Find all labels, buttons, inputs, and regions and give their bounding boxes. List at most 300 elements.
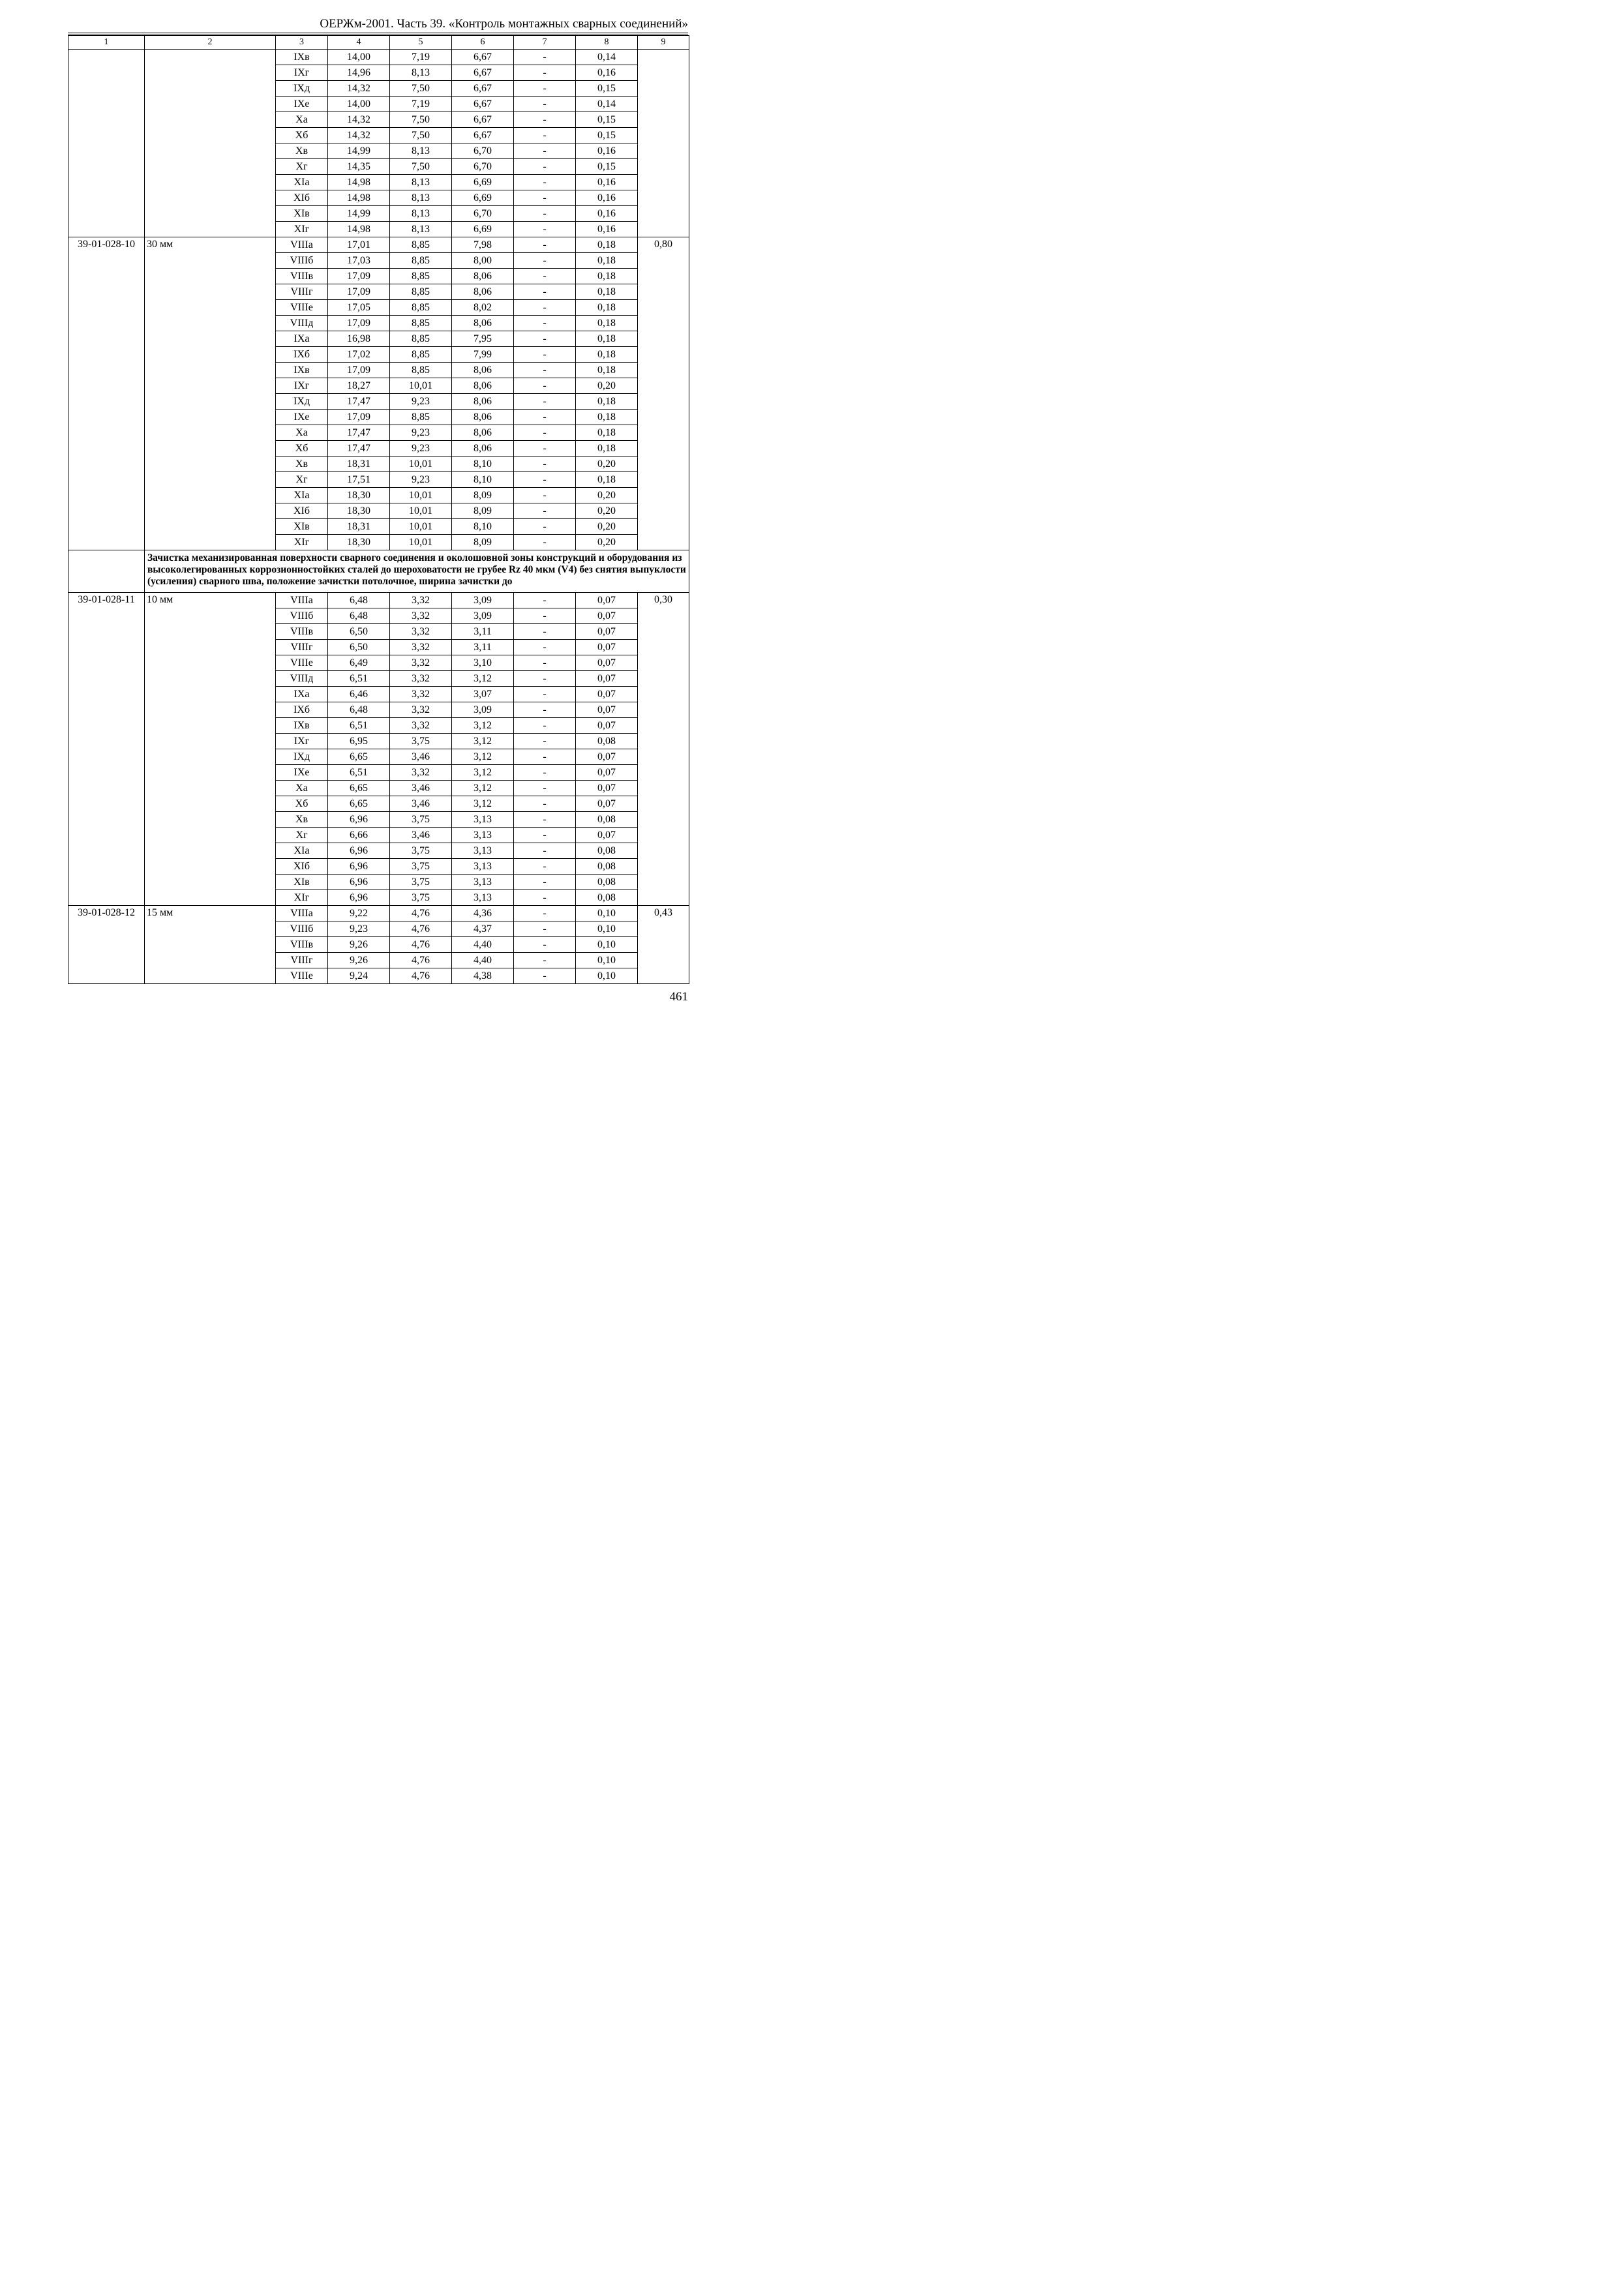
table-cell: 0,07 <box>576 593 638 608</box>
table-cell: 6,51 <box>328 765 390 781</box>
width-value: 30 мм <box>145 237 276 550</box>
table-cell: - <box>514 953 576 968</box>
table-cell: 3,32 <box>390 765 452 781</box>
table-cell: - <box>514 394 576 410</box>
table-cell: Xв <box>276 812 328 828</box>
table-cell: 8,06 <box>452 284 514 300</box>
table-cell: 3,13 <box>452 875 514 890</box>
table-cell: 6,70 <box>452 159 514 175</box>
table-cell: VIIIг <box>276 953 328 968</box>
table-cell: 7,95 <box>452 331 514 347</box>
table-cell: 0,08 <box>576 734 638 749</box>
table-cell: IXд <box>276 749 328 765</box>
table-cell: 3,32 <box>390 608 452 624</box>
table-cell: IXд <box>276 81 328 97</box>
table-cell: 0,10 <box>576 953 638 968</box>
width-value: 10 мм <box>145 593 276 906</box>
table-cell: - <box>514 222 576 237</box>
table-cell: - <box>514 921 576 937</box>
table-cell: 6,65 <box>328 749 390 765</box>
table-cell: 14,99 <box>328 206 390 222</box>
table-cell: 0,10 <box>576 921 638 937</box>
table-cell: 0,07 <box>576 765 638 781</box>
table-cell: 14,98 <box>328 190 390 206</box>
table-cell: VIIIв <box>276 269 328 284</box>
table-cell: 3,32 <box>390 593 452 608</box>
table-cell: VIIIг <box>276 284 328 300</box>
table-cell: - <box>514 734 576 749</box>
table-cell: 17,47 <box>328 394 390 410</box>
table-cell: 0,08 <box>576 812 638 828</box>
table-cell: 3,13 <box>452 812 514 828</box>
col-header-4: 4 <box>328 36 390 50</box>
table-cell: - <box>514 97 576 112</box>
table-cell: - <box>514 875 576 890</box>
table-cell: 17,05 <box>328 300 390 316</box>
table-cell: 17,47 <box>328 441 390 456</box>
table-cell: 6,67 <box>452 128 514 143</box>
table-cell: 0,07 <box>576 640 638 655</box>
table-cell: IXг <box>276 65 328 81</box>
table-cell: 4,76 <box>390 906 452 921</box>
table-cell: 3,75 <box>390 859 452 875</box>
table-cell: 18,30 <box>328 488 390 503</box>
table-cell: XIв <box>276 875 328 890</box>
table-cell: 0,15 <box>576 112 638 128</box>
table-cell: XIа <box>276 175 328 190</box>
table-cell: - <box>514 796 576 812</box>
table-cell: 8,13 <box>390 65 452 81</box>
table-cell: 18,31 <box>328 519 390 535</box>
table-cell: 0,07 <box>576 702 638 718</box>
col-header-7: 7 <box>514 36 576 50</box>
table-cell: - <box>514 190 576 206</box>
table-cell: VIIIа <box>276 237 328 253</box>
table-cell: - <box>514 828 576 843</box>
table-cell: - <box>514 472 576 488</box>
table-cell: 6,96 <box>328 890 390 906</box>
table-cell: 17,09 <box>328 284 390 300</box>
table-cell: 8,85 <box>390 316 452 331</box>
table-cell: 10,01 <box>390 488 452 503</box>
table-cell: - <box>514 206 576 222</box>
table-cell: 3,75 <box>390 734 452 749</box>
table-cell: - <box>514 812 576 828</box>
table-cell: - <box>514 269 576 284</box>
table-cell: 9,23 <box>390 394 452 410</box>
table-cell: 6,49 <box>328 655 390 671</box>
table-cell: VIIIа <box>276 906 328 921</box>
table-cell: 3,13 <box>452 859 514 875</box>
rate-code: 39-01-028-12 <box>68 906 145 984</box>
table-cell: 17,09 <box>328 363 390 378</box>
table-cell: 6,69 <box>452 222 514 237</box>
table-cell: Xа <box>276 781 328 796</box>
table-cell: 0,20 <box>576 535 638 550</box>
table-cell: 0,16 <box>576 143 638 159</box>
table-cell: Xб <box>276 128 328 143</box>
table-cell: 8,85 <box>390 237 452 253</box>
table-cell: 0,18 <box>576 253 638 269</box>
table-cell: 0,18 <box>576 425 638 441</box>
table-cell: XIб <box>276 190 328 206</box>
table-cell: 17,01 <box>328 237 390 253</box>
table-cell: XIб <box>276 859 328 875</box>
table-body <box>68 50 689 984</box>
table-cell: 3,46 <box>390 796 452 812</box>
table-cell: - <box>514 906 576 921</box>
table-cell: 7,19 <box>390 50 452 65</box>
table-cell: 0,18 <box>576 237 638 253</box>
table-cell: 3,46 <box>390 749 452 765</box>
table-cell: 0,08 <box>576 890 638 906</box>
table-cell: IXе <box>276 765 328 781</box>
table-cell: 6,48 <box>328 593 390 608</box>
table-cell: 6,67 <box>452 112 514 128</box>
table-cell: 0,18 <box>576 410 638 425</box>
table-cell: - <box>514 671 576 687</box>
table-cell: Xа <box>276 112 328 128</box>
table-cell: 8,85 <box>390 347 452 363</box>
table-cell: 0,15 <box>576 128 638 143</box>
table-cell: - <box>514 128 576 143</box>
table-cell: XIб <box>276 503 328 519</box>
table-cell: 6,69 <box>452 190 514 206</box>
table-cell: 9,26 <box>328 937 390 953</box>
norm-value: 0,43 <box>638 906 689 984</box>
col-header-6: 6 <box>452 36 514 50</box>
table-cell: - <box>514 655 576 671</box>
table-cell: 8,06 <box>452 378 514 394</box>
table-cell: 18,30 <box>328 535 390 550</box>
table-cell: - <box>514 519 576 535</box>
table-cell: 18,31 <box>328 456 390 472</box>
table-cell: 8,06 <box>452 394 514 410</box>
table-cell: 3,07 <box>452 687 514 702</box>
table-cell: 6,48 <box>328 608 390 624</box>
table-cell: - <box>514 968 576 984</box>
table-cell: 6,67 <box>452 50 514 65</box>
table-cell: 8,85 <box>390 284 452 300</box>
table-cell: 6,70 <box>452 143 514 159</box>
table-cell: 7,50 <box>390 81 452 97</box>
table-cell: Xг <box>276 828 328 843</box>
table-cell: 14,00 <box>328 50 390 65</box>
table-cell: 17,09 <box>328 316 390 331</box>
table-cell: 0,07 <box>576 781 638 796</box>
table-cell: 8,09 <box>452 535 514 550</box>
table-cell: 0,07 <box>576 624 638 640</box>
table-cell: XIа <box>276 843 328 859</box>
table-cell: - <box>514 503 576 519</box>
norm-value <box>638 50 689 237</box>
table-cell: XIв <box>276 519 328 535</box>
table-cell: - <box>514 441 576 456</box>
table-cell: 8,06 <box>452 425 514 441</box>
table-cell: 0,07 <box>576 608 638 624</box>
table-cell: 4,40 <box>452 937 514 953</box>
table-cell: 3,10 <box>452 655 514 671</box>
table-cell: 8,10 <box>452 472 514 488</box>
table-cell: - <box>514 284 576 300</box>
table-cell: IXв <box>276 363 328 378</box>
table-cell: 6,67 <box>452 65 514 81</box>
table-cell: 0,10 <box>576 937 638 953</box>
table-cell: 0,07 <box>576 687 638 702</box>
table-cell: 8,85 <box>390 253 452 269</box>
rate-code: 39-01-028-10 <box>68 237 145 550</box>
table-cell: XIа <box>276 488 328 503</box>
table-cell: 7,98 <box>452 237 514 253</box>
table-cell: - <box>514 331 576 347</box>
table-cell: 0,07 <box>576 718 638 734</box>
table-cell: 8,06 <box>452 316 514 331</box>
table-cell: - <box>514 687 576 702</box>
table-cell: IXа <box>276 331 328 347</box>
table-cell: 4,76 <box>390 953 452 968</box>
table-cell: 0,20 <box>576 488 638 503</box>
table-cell: 3,32 <box>390 655 452 671</box>
table-cell: 8,10 <box>452 456 514 472</box>
table-cell: IXв <box>276 718 328 734</box>
table-cell: VIIIд <box>276 671 328 687</box>
table-cell: 6,65 <box>328 796 390 812</box>
table-row <box>68 593 689 608</box>
table-cell: IXе <box>276 410 328 425</box>
table-cell: 3,32 <box>390 687 452 702</box>
table-cell: 4,76 <box>390 921 452 937</box>
table-cell: VIIIв <box>276 937 328 953</box>
table-cell: - <box>514 159 576 175</box>
table-cell: 6,69 <box>452 175 514 190</box>
table-cell: 0,18 <box>576 363 638 378</box>
table-cell: - <box>514 781 576 796</box>
table-cell: 3,12 <box>452 796 514 812</box>
table-cell: - <box>514 593 576 608</box>
table-cell: 6,50 <box>328 640 390 655</box>
table-cell: IXб <box>276 702 328 718</box>
table-cell: 0,18 <box>576 284 638 300</box>
table-cell: 0,20 <box>576 519 638 535</box>
table-cell: 10,01 <box>390 456 452 472</box>
table-cell: 10,01 <box>390 378 452 394</box>
table-cell: 10,01 <box>390 535 452 550</box>
table-cell: - <box>514 718 576 734</box>
table-cell: - <box>514 425 576 441</box>
table-cell: 6,51 <box>328 671 390 687</box>
col-header-9: 9 <box>638 36 689 50</box>
table-cell: 6,96 <box>328 859 390 875</box>
table-cell: Xб <box>276 441 328 456</box>
table-cell: 6,46 <box>328 687 390 702</box>
table-cell: 0,14 <box>576 50 638 65</box>
table-cell: 3,46 <box>390 828 452 843</box>
table-row <box>68 50 689 65</box>
table-cell: 17,51 <box>328 472 390 488</box>
table-cell: VIIIе <box>276 300 328 316</box>
table-cell: 0,07 <box>576 655 638 671</box>
table-cell: - <box>514 300 576 316</box>
table-cell: 3,12 <box>452 765 514 781</box>
table-cell: Xа <box>276 425 328 441</box>
table-row <box>68 906 689 921</box>
table-cell: - <box>514 363 576 378</box>
table-cell: 0,07 <box>576 671 638 687</box>
table-cell: 6,50 <box>328 624 390 640</box>
table-cell: 9,23 <box>390 425 452 441</box>
table-cell: 6,66 <box>328 828 390 843</box>
column-number-row <box>68 36 689 50</box>
table-cell: 9,23 <box>390 472 452 488</box>
table-cell: 0,10 <box>576 906 638 921</box>
table-cell: 4,38 <box>452 968 514 984</box>
table-cell: 3,13 <box>452 828 514 843</box>
table-cell: - <box>514 624 576 640</box>
table-cell: - <box>514 112 576 128</box>
table-cell: 10,01 <box>390 503 452 519</box>
table-cell: - <box>514 859 576 875</box>
section-description: Зачистка механизированная поверхности сварного соединения и околошовной зоны конструкций и оборудования из высоколегированных коррозионностойких сталей до шероховатости не грубее Rz 40 мкм (V4) без снятия выпуклости (усиления) сварного шва, положение зачистки потолочное, ширина зачистки до <box>145 550 689 593</box>
width-value: 15 мм <box>145 906 276 984</box>
section-description-row <box>68 550 689 593</box>
norm-value: 0,30 <box>638 593 689 906</box>
table-cell: 4,76 <box>390 937 452 953</box>
table-cell: 9,26 <box>328 953 390 968</box>
table-cell: 14,32 <box>328 81 390 97</box>
table-cell: 0,10 <box>576 968 638 984</box>
table-cell: 7,19 <box>390 97 452 112</box>
running-header: ОЕРЖм-2001. Часть 39. «Контроль монтажных сварных соединений» <box>68 16 688 33</box>
table-cell: - <box>514 81 576 97</box>
table-cell: - <box>514 410 576 425</box>
table-cell: 0,16 <box>576 175 638 190</box>
table-cell: VIIIа <box>276 593 328 608</box>
table-cell: 3,11 <box>452 624 514 640</box>
table-cell: 3,32 <box>390 702 452 718</box>
table-cell: 3,12 <box>452 781 514 796</box>
table-cell: 8,85 <box>390 363 452 378</box>
table-cell: 16,98 <box>328 331 390 347</box>
table-cell: XIг <box>276 535 328 550</box>
norm-value: 0,80 <box>638 237 689 550</box>
table-cell: - <box>514 890 576 906</box>
table-cell: 3,32 <box>390 640 452 655</box>
table-cell: 8,06 <box>452 363 514 378</box>
table-cell: 0,15 <box>576 159 638 175</box>
table-cell: 0,20 <box>576 378 638 394</box>
table-cell: 3,09 <box>452 608 514 624</box>
table-cell: 3,13 <box>452 890 514 906</box>
table-cell: VIIIв <box>276 624 328 640</box>
table-cell: 8,02 <box>452 300 514 316</box>
table-cell: 3,75 <box>390 812 452 828</box>
table-cell: 17,03 <box>328 253 390 269</box>
table-cell: 6,65 <box>328 781 390 796</box>
table-cell: VIIIг <box>276 640 328 655</box>
table-cell: 0,18 <box>576 269 638 284</box>
table-cell: 0,08 <box>576 875 638 890</box>
table-cell: - <box>514 765 576 781</box>
table-cell: VIIIб <box>276 253 328 269</box>
table-cell: 3,32 <box>390 624 452 640</box>
table-cell: 3,75 <box>390 890 452 906</box>
table-cell: - <box>514 378 576 394</box>
table-cell: 0,20 <box>576 456 638 472</box>
table-cell: 6,67 <box>452 81 514 97</box>
table-cell: 3,13 <box>452 843 514 859</box>
table-cell: 8,06 <box>452 410 514 425</box>
table-cell: XIг <box>276 890 328 906</box>
table-cell: 3,32 <box>390 671 452 687</box>
table-cell: 9,23 <box>328 921 390 937</box>
table-cell: Xб <box>276 796 328 812</box>
table-cell: 0,14 <box>576 97 638 112</box>
table-cell: IXа <box>276 687 328 702</box>
table-cell: IXе <box>276 97 328 112</box>
table-cell: - <box>514 50 576 65</box>
table-cell: - <box>514 65 576 81</box>
rate-code <box>68 50 145 237</box>
table-cell: 7,50 <box>390 128 452 143</box>
table-cell: 18,27 <box>328 378 390 394</box>
table-cell: VIIIб <box>276 608 328 624</box>
table-cell: 8,13 <box>390 206 452 222</box>
table-cell: VIIIд <box>276 316 328 331</box>
table-cell: XIг <box>276 222 328 237</box>
table-cell: IXг <box>276 734 328 749</box>
table-cell: 14,35 <box>328 159 390 175</box>
table-cell: 0,18 <box>576 441 638 456</box>
table-cell: 8,00 <box>452 253 514 269</box>
table-cell: 0,18 <box>576 331 638 347</box>
table-cell: VIIIб <box>276 921 328 937</box>
width-value <box>145 50 276 237</box>
table-cell: 8,10 <box>452 519 514 535</box>
table-cell: 17,47 <box>328 425 390 441</box>
table-cell: 14,32 <box>328 112 390 128</box>
col-header-5: 5 <box>390 36 452 50</box>
table-cell: 8,13 <box>390 143 452 159</box>
table-cell: 0,16 <box>576 206 638 222</box>
table-cell: 8,85 <box>390 300 452 316</box>
table-cell: 3,09 <box>452 702 514 718</box>
table-cell: IXв <box>276 50 328 65</box>
table-cell: 7,50 <box>390 159 452 175</box>
table-cell: 6,96 <box>328 875 390 890</box>
table-cell: 14,32 <box>328 128 390 143</box>
table-cell: 17,09 <box>328 269 390 284</box>
table-cell: 0,07 <box>576 749 638 765</box>
table-cell: 17,02 <box>328 347 390 363</box>
table-cell: IXг <box>276 378 328 394</box>
table-cell: 6,96 <box>328 812 390 828</box>
table-cell: - <box>514 175 576 190</box>
table-cell: Xг <box>276 159 328 175</box>
table-cell: - <box>514 488 576 503</box>
table-cell: - <box>514 316 576 331</box>
rates-table <box>68 35 689 984</box>
table-cell: XIв <box>276 206 328 222</box>
table-cell: - <box>514 749 576 765</box>
table-cell: 6,48 <box>328 702 390 718</box>
table-cell: - <box>514 640 576 655</box>
table-cell: 7,50 <box>390 112 452 128</box>
table-row <box>68 237 689 253</box>
table-cell: - <box>514 843 576 859</box>
table-cell: 4,40 <box>452 953 514 968</box>
table-cell: 14,96 <box>328 65 390 81</box>
table-cell: 3,12 <box>452 671 514 687</box>
